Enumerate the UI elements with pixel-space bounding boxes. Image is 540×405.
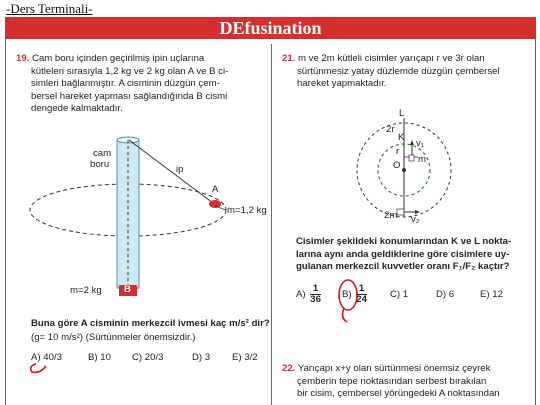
q21-option-b-den: 24: [356, 294, 367, 305]
label-b: B: [124, 284, 131, 295]
page-banner: DEfusination: [5, 17, 536, 39]
label-r: r: [396, 146, 400, 157]
string-ip: [129, 140, 213, 203]
q21-option-b-num: 1: [356, 284, 367, 295]
label-a: A: [212, 184, 219, 195]
label-ma: m=1,2 kg: [227, 205, 267, 216]
q19-option-b[interactable]: B) 10: [88, 352, 111, 363]
q21-option-a-label: A): [296, 289, 306, 300]
q21-option-a-num: 1: [310, 284, 321, 295]
q19-line5: dengede kalmaktadır.: [31, 103, 123, 114]
mass-m: [409, 155, 414, 161]
q21-option-c[interactable]: C) 1: [390, 289, 409, 300]
q19-line2: kütleleri sırasıyla 1,2 kg ve 2 kg olan A ve B ci-: [31, 65, 229, 77]
q19-line3: simleri bağlanmıştır. A cisminin düzgün çem-: [31, 78, 220, 89]
q22-line3: bir cisim, çembersel yörüngedeki A noktasından: [297, 388, 500, 399]
q21-number: 21.: [282, 53, 296, 64]
answer-mark-q19: [31, 364, 46, 372]
q19-option-a[interactable]: A) 40/3: [31, 352, 62, 363]
q22-line1: Yarıçapı x+y olan sürtünmesi önemsiz çeyrek: [297, 363, 491, 374]
q19-line4: bersel hareket yapması sağlandığında B cismi: [31, 90, 228, 102]
center-o: [402, 168, 406, 172]
site-name: -Ders Terminali-: [6, 1, 93, 16]
label-2r: 2r: [386, 124, 395, 135]
q21-q1: Cisimler şekildeki konumlarından K ve L nokta-: [296, 236, 512, 247]
q19-line1: Cam boru içinden geçirilmiş ipin uçlarına: [32, 53, 205, 64]
label-ip: ip: [176, 164, 184, 175]
q19-question: Buna göre A cisminin merkezcil ivmesi kaç m/s² dir?: [31, 318, 270, 329]
label-m: m: [418, 154, 426, 165]
q22-line2: çemberin tepe noktasından serbest bırakılan: [297, 375, 487, 387]
q19-given: (g= 10 m/s²) (Sürtünmeler önemsizdir.): [31, 332, 196, 343]
q22-number: 22.: [282, 363, 296, 374]
label-2m: 2m: [384, 210, 398, 221]
q21-option-e[interactable]: E) 12: [480, 289, 503, 300]
mass-2m: [397, 209, 404, 215]
q21-intro: [282, 53, 536, 91]
label-o: O: [393, 160, 401, 171]
label-l: L: [399, 108, 405, 119]
v1-arrowhead: [410, 140, 414, 145]
q21-line2: sürtünmesiz yatay düzlemde düzgün çembersel: [297, 65, 500, 77]
q19-option-d[interactable]: D) 3: [192, 352, 211, 363]
label-boru: boru: [90, 159, 110, 170]
q21-line1: m ve 2m kütleli cisimler yarıçapı r ve 3r olan: [298, 53, 485, 64]
ball-a: [209, 200, 221, 208]
q19-option-e[interactable]: E) 3/2: [232, 352, 258, 363]
q21-line3: hareket yapmaktadır.: [297, 78, 387, 89]
q21-q3: gulanan merkezcil kuvvetler oranı F₁/F₂ kaçtır?: [296, 261, 510, 272]
q19-number: 19.: [16, 53, 30, 64]
q21-option-a[interactable]: [296, 284, 321, 305]
q21-question: [296, 236, 536, 274]
q21-option-b-label: B): [342, 289, 352, 300]
label-cam: cam: [93, 148, 112, 159]
q19-option-c[interactable]: C) 20/3: [132, 352, 164, 363]
q21-option-b[interactable]: [342, 284, 367, 305]
q21-option-d[interactable]: D) 6: [436, 289, 455, 300]
q21-option-a-den: 36: [310, 294, 321, 305]
label-v2: v₂: [411, 214, 420, 225]
label-v1: v₁: [416, 138, 425, 149]
label-leader: [215, 206, 226, 210]
q22-intro: [282, 363, 536, 401]
q21-q2: larına aynı anda geldiklerine göre cisimlere uy-: [296, 248, 510, 260]
label-k: K: [398, 132, 405, 143]
label-mb: m=2 kg: [70, 285, 102, 296]
